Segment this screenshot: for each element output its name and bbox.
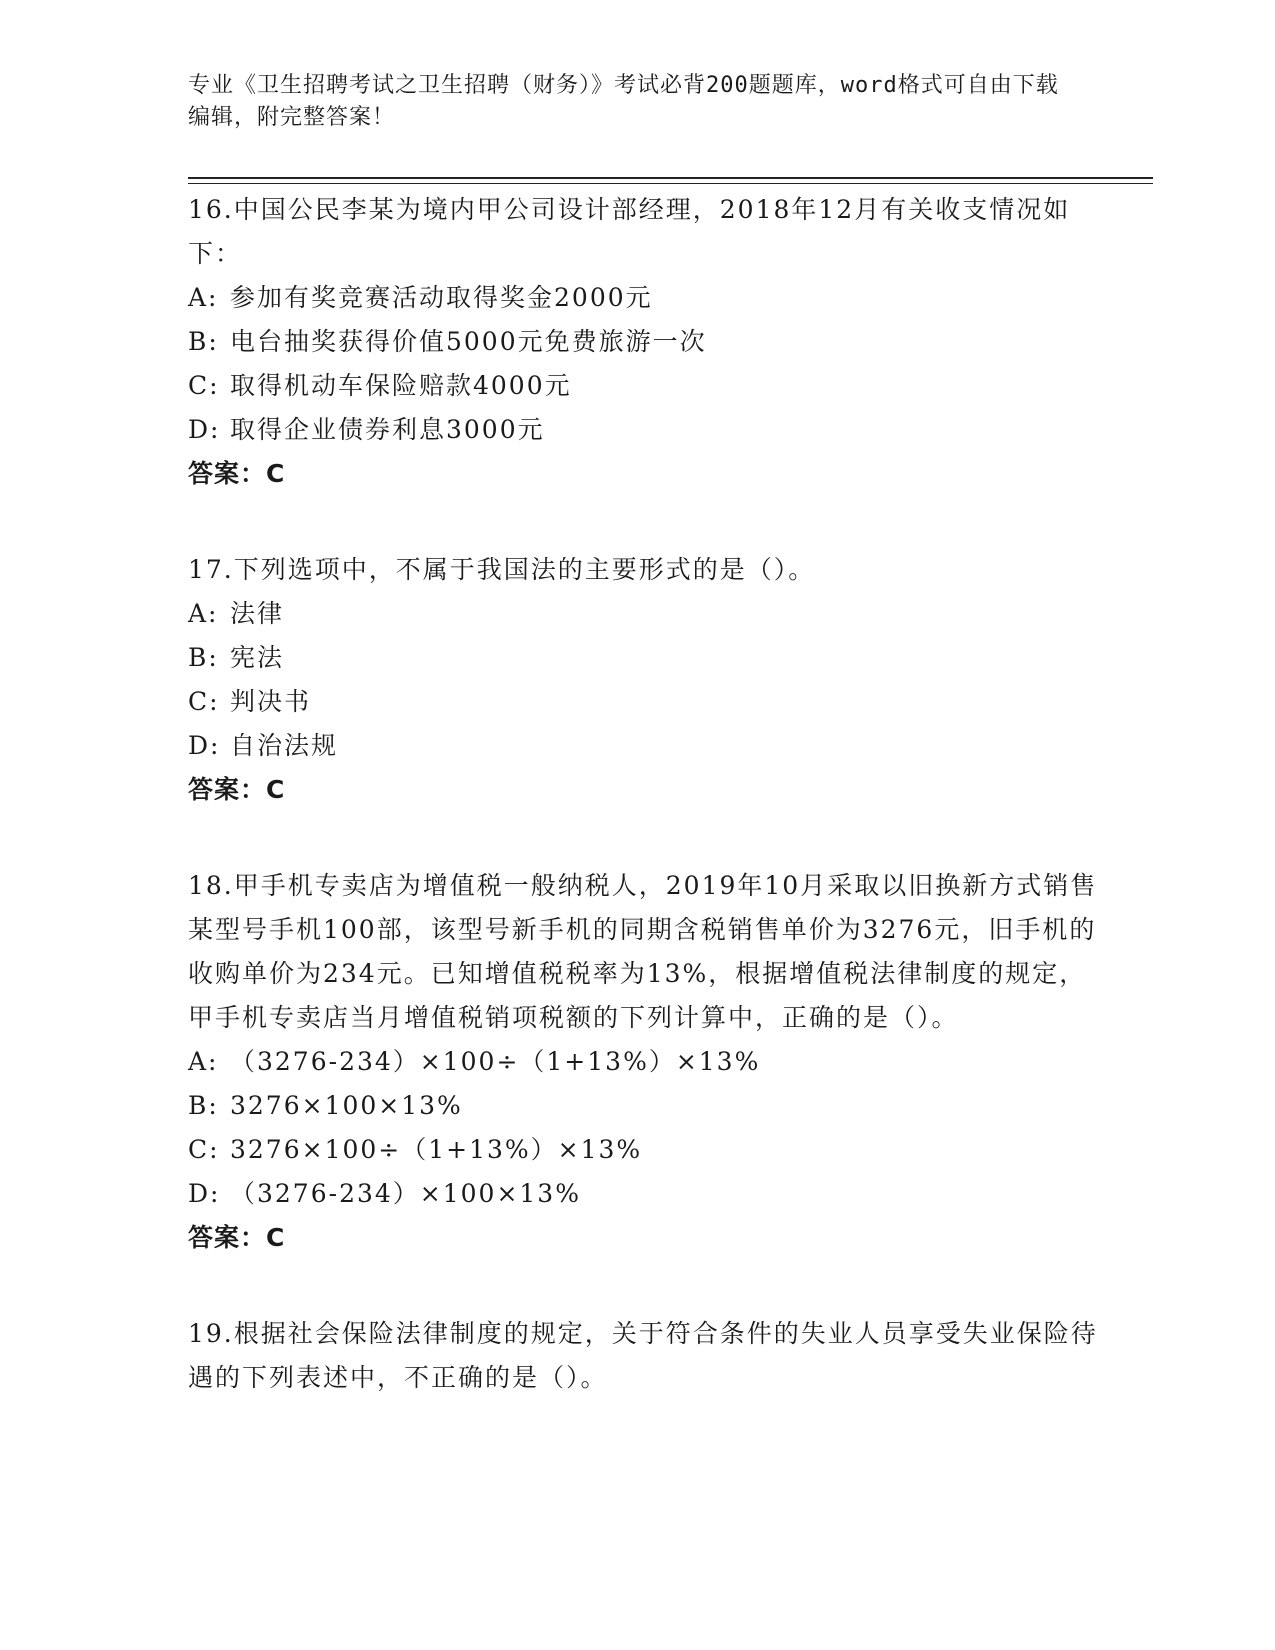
option-text: 参加有奖竞赛活动取得奖金2000元	[230, 283, 653, 312]
option-letter: D:	[188, 1179, 221, 1208]
option-letter: A:	[188, 599, 219, 628]
answer-key: 答案：C	[188, 1223, 286, 1252]
answer-option	[188, 1172, 1108, 1216]
answer-key: 答案：C	[188, 459, 286, 488]
option-letter: A:	[188, 283, 219, 312]
option-letter: B:	[188, 327, 219, 356]
question-text: 18.甲手机专卖店为增值税一般纳税人，2019年10月采取以旧换新方式销售某型号手机100部，该型号新手机的同期含税销售单价为3276元，旧手机的收购单价为234元。已知增值税税率为13%，根据增值税法律制度的规定，甲手机专卖店当月增值税销项税额的下列计算中，正确的是（）。	[188, 871, 1098, 1032]
document-header: 专业《卫生招聘考试之卫生招聘（财务）》考试必背200题题库，word格式可自由下载编辑，附完整答案！	[188, 73, 1059, 130]
question-text: 17.下列选项中，不属于我国法的主要形式的是（）。	[188, 555, 816, 584]
question-block	[188, 864, 1108, 1260]
answer-option	[188, 1084, 1108, 1128]
question-text: 19.根据社会保险法律制度的规定，关于符合条件的失业人员享受失业保险待遇的下列表述中，不正确的是（）。	[188, 1319, 1098, 1392]
option-letter: D:	[188, 731, 221, 760]
option-letter: A:	[188, 1047, 219, 1076]
answer-option	[188, 1128, 1108, 1172]
option-letter: C:	[188, 371, 220, 400]
answer-option	[188, 724, 1108, 768]
question-block	[188, 548, 1108, 812]
header-divider-thick	[188, 177, 1153, 179]
option-letter: C:	[188, 687, 220, 716]
option-letter: D:	[188, 415, 221, 444]
option-text: 取得机动车保险赔款4000元	[230, 371, 572, 400]
option-text: （3276-234）×100×13%	[230, 1179, 581, 1208]
option-letter: C:	[188, 1135, 220, 1164]
answer-option	[188, 680, 1108, 724]
option-text: 电台抽奖获得价值5000元免费旅游一次	[230, 327, 707, 356]
header-divider-thin	[188, 183, 1153, 184]
option-letter: B:	[188, 643, 219, 672]
option-text: 3276×100÷（1+13%）×13%	[230, 1135, 643, 1164]
option-text: （3276-234）×100÷（1+13%）×13%	[230, 1047, 761, 1076]
question-list	[188, 188, 1108, 1452]
answer-option	[188, 408, 1108, 452]
option-text: 判决书	[230, 687, 312, 716]
answer-option	[188, 276, 1108, 320]
answer-option	[188, 1040, 1108, 1084]
answer-option	[188, 364, 1108, 408]
question-text: 16.中国公民李某为境内甲公司设计部经理，2018年12月有关收支情况如下：	[188, 195, 1071, 268]
option-text: 法律	[230, 599, 285, 628]
option-text: 3276×100×13%	[230, 1091, 463, 1120]
answer-option	[188, 592, 1108, 636]
answer-option	[188, 320, 1108, 364]
question-block	[188, 188, 1108, 496]
option-text: 宪法	[230, 643, 285, 672]
question-block	[188, 1312, 1108, 1400]
answer-key: 答案：C	[188, 775, 286, 804]
option-text: 取得企业债券利息3000元	[230, 415, 545, 444]
answer-option	[188, 636, 1108, 680]
option-text: 自治法规	[230, 731, 339, 760]
option-letter: B:	[188, 1091, 219, 1120]
